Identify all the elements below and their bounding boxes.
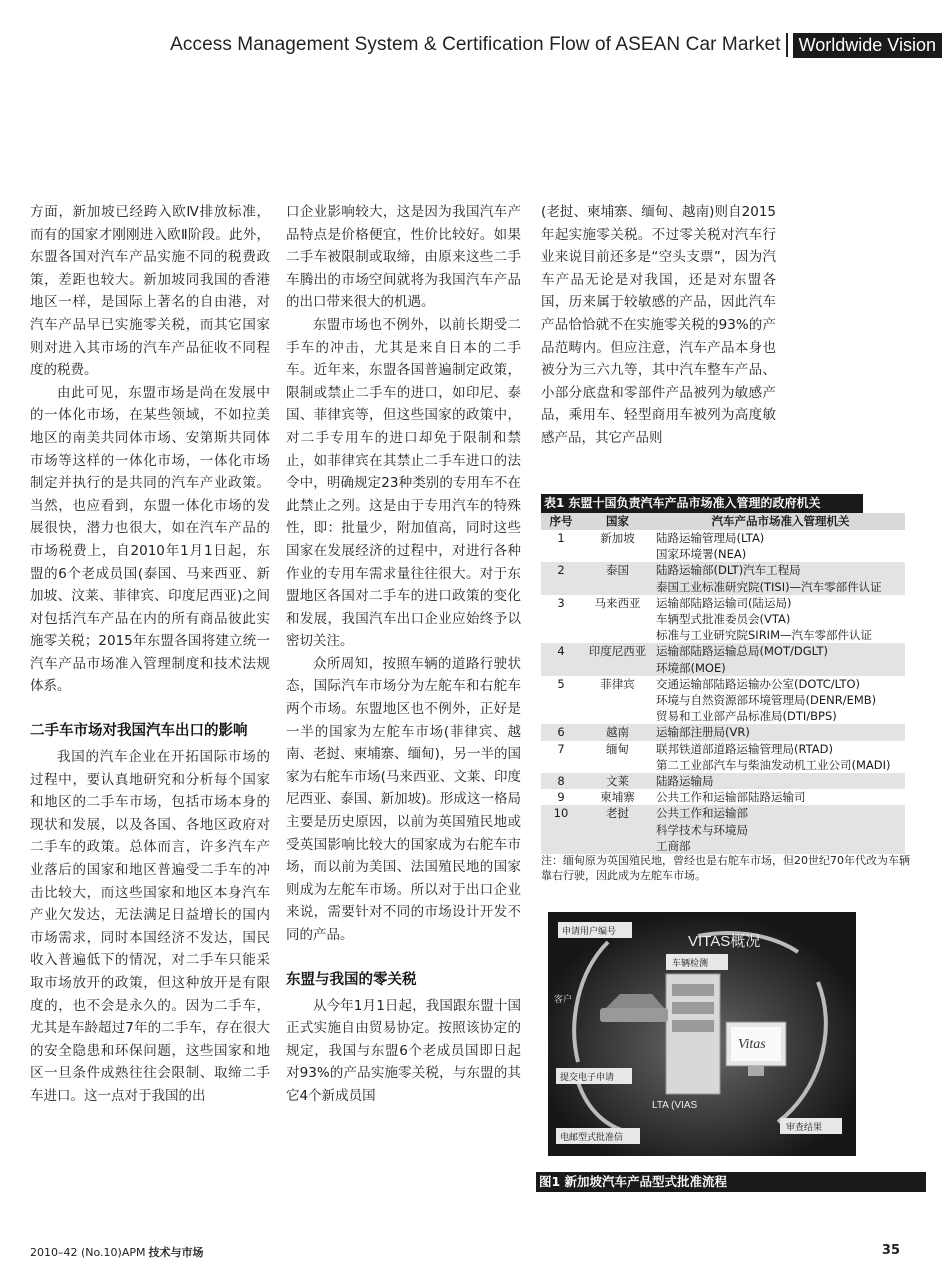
cell-no: 8	[557, 774, 565, 789]
agency-line: 运输部注册局(VR)	[656, 725, 750, 740]
cell-agency	[654, 562, 905, 594]
vitas-flow-figure	[548, 912, 856, 1156]
table-row	[541, 741, 905, 773]
label-email-approval: 电邮型式批准信	[560, 1133, 624, 1143]
table-row	[541, 805, 905, 854]
cell-agency	[654, 595, 905, 644]
table-row	[541, 595, 905, 644]
cell-no: 5	[557, 676, 565, 691]
label-approval-result: 审查结果	[786, 1123, 823, 1133]
agency-line: 环境部(MOE)	[656, 660, 726, 675]
cell-country: 印度尼西亚	[588, 644, 647, 659]
cell-agency	[654, 789, 905, 805]
figure-caption: 图1 新加坡汽车产品型式批准流程	[536, 1172, 926, 1192]
agency-line: 陆路运输管理局(LTA)	[656, 531, 765, 545]
section-tag: Worldwide Vision	[793, 33, 942, 58]
cell-country: 菲律宾	[600, 676, 635, 691]
header-no: 序号	[549, 514, 573, 528]
vitas-logo-text: Vitas	[738, 1037, 766, 1052]
agency-line: 环境与自然资源部环境管理局(DENR/EMB)	[656, 693, 877, 708]
agency-line: 贸易和工业部产品标准局(DTI/BPS)	[656, 709, 837, 724]
paragraph: 东盟市场也不例外，以前长期受二手车的冲击，尤其是来自日本的二手车。近年来，东盟各国普遍制定政策，限制或禁止二手车的进口，如印尼、泰国、菲律宾等，但这些国家的政策中，对二手专用车的进口却免于限制和禁止，如菲律宾在其禁止二手车进口的法令中，明确规定23种类别的专用车不在此禁止之列。这是由于专用汽车的特殊性，即：批量少，附加值高，同时这些国家在发展经济的过程中，对进行各种作业的专用车需求量往往很大。对于东盟地区各国对二手车的进口政策的变化和发展，我国汽车出口企业应始终予以密切关注。	[286, 316, 521, 650]
agency-line: 泰国工业标准研究院(TISI)—汽车零部件认证	[656, 579, 882, 594]
agency-line: 工商部	[656, 838, 691, 853]
paragraph: 方面，新加坡已经跨入欧Ⅳ排放标准，而有的国家才刚刚进入欧Ⅱ阶段。此外，东盟各国对汽车产品实施不同的税费政策，差距也较大。新加坡同我国的香港地区一样，是国际上著名的自由港，对汽车产品早已实施零关税，而其它国家则对进入其市场的汽车产品征收不同程度的税费。	[30, 204, 270, 379]
agency-line: 第二工业部汽车与柴油发动机工业公司(MADI)	[656, 757, 891, 772]
cell-agency	[654, 643, 905, 675]
footer-issue	[30, 1244, 203, 1260]
table-row	[541, 789, 905, 805]
table-row	[541, 773, 905, 789]
table-row	[541, 562, 905, 594]
cell-country: 泰国	[606, 563, 629, 578]
table-row	[541, 643, 905, 675]
paragraph: 众所周知，按照车辆的道路行驶状态，国际汽车市场分为左舵车和右舵车两个市场。东盟地区也不例外，正好是一半的国家为左舵车市场(菲律宾、越南、老挝、柬埔寨、缅甸)，另一半的国家为右舵车市场(马来西亚、文莱、印度尼西亚、泰国、新加坡)。形成这一格局主要是历史原因，以前为英国殖民地或受英国影响比较大的国家成为右舵车市场，而以前为美国、法国殖民地的国家则成为左舵车市场。所以对于出口企业来说，需要针对不同的市场设计开发不同的产品。	[286, 655, 521, 943]
cell-country: 马来西亚	[594, 595, 641, 610]
table-note: 注：缅甸原为英国殖民地，曾经也是右舵车市场，但20世纪70年代改为车辆靠右行驶，因此成为左舵车市场。	[541, 854, 910, 882]
label-vitas-overview: VITAS概况	[688, 933, 761, 950]
agency-line: 科学技术与环境局	[656, 822, 748, 837]
cell-agency	[654, 530, 905, 562]
cell-country: 越南	[606, 725, 629, 740]
text-column-3	[541, 201, 776, 450]
paragraph: 我国的汽车企业在开拓国际市场的过程中，要认真地研究和分析每个国家和地区的二手车市场，包括市场本身的现状和发展，以及各国、各地区政府对二手车的政策。总体而言，许多汽车产业落后的国家和地区普遍受二手车的冲击比较大，而这些国家和地区本身汽车产业欠发达，无法满足日益增长的国内市场需求，同时本国经济不发达，国民收入普遍低下的情况，对二手车只能采取市场放开的政策，但这种放开是有限度的，也不会是永久的。因为二手车，尤其是车龄超过7年的二手车，存在很大的安全隐患和环保问题，这些国家和地区一旦条件成熟往往会限制、取缔二手车进口。这一点对于我国的出	[30, 749, 270, 1104]
agency-line: 运输部陆路运输总局(MOT/DGLT)	[656, 644, 828, 659]
paragraph: 由此可见，东盟市场是尚在发展中的一体化市场，在某些领域，不如拉美地区的南美共同体市场、安第斯共同体市场等这样的一体化市场，一体化市场制定并执行的是共同的汽车产业政策。当然，也应看到，东盟一体化市场的发展很快，潜力也很大，如在汽车产品的市场税费上，自2010年1月1日起，东盟的6个老成员国(泰国、马来西亚、新加坡、汶莱、菲律宾、印度尼西亚)之间对包括汽车产品在内的所有商品彼此实施零关税；2015年东盟各国将建立统一汽车产品市场准入管理制度和技术法规体系。	[30, 384, 270, 695]
table-row	[541, 530, 905, 562]
vitas-flow-diagram	[548, 912, 856, 1156]
magazine-brand: 技术与市场	[148, 1246, 204, 1259]
agency-line: 联邦铁道部道路运输管理局(RTAD)	[656, 741, 833, 756]
table-caption: 表1 东盟十国负责汽车产品市场准入管理的政府机关	[541, 494, 863, 513]
header-title: Access Management System & Certification Flow of ASEAN Car Market	[170, 34, 781, 55]
cell-country: 柬埔寨	[600, 790, 635, 805]
cell-agency	[654, 741, 905, 773]
cell-country: 文莱	[606, 774, 629, 789]
cell-no: 3	[557, 595, 565, 610]
agency-line: 公共工作和运输部陆路运输司	[656, 790, 806, 805]
cell-agency	[654, 676, 905, 725]
agency-line: 公共工作和运输部	[656, 806, 748, 821]
paragraph: (老挝、柬埔寨、缅甸、越南)则自2015年起实施零关税。不过零关税对汽车行业来说目前还多是“空头支票”，因为汽车产品无论是对我国，还是对东盟各国，历来属于较敏感的产品，因此汽车产品恰恰就不在实施零关税的93%的产品范畴内。但应注意，汽车产品本身也被分为三六九等，其中汽车整车产品、小部分底盘和零部件产品被列为敏感产品，乘用车、轻型商用车被列为高度敏感产品，其它产品则	[541, 204, 776, 446]
header-country: 国家	[606, 514, 629, 528]
cell-no: 10	[553, 806, 569, 821]
text-column-1	[30, 201, 270, 1108]
cell-no: 9	[557, 790, 565, 805]
issue-number: 2010–42 (No.10)APM	[30, 1246, 146, 1259]
text-column-2	[286, 201, 521, 1108]
label-submit-electronic: 提交电子申请	[560, 1073, 615, 1083]
cell-country: 缅甸	[606, 741, 629, 756]
running-header	[170, 30, 942, 60]
label-vehicle-inspection: 车辆检测	[672, 959, 709, 969]
cell-no: 1	[557, 531, 565, 545]
cell-country: 老挝	[606, 806, 629, 821]
cell-agency	[654, 805, 905, 854]
label-tta-vias: LTA (VIAS	[652, 1100, 698, 1111]
cell-no: 7	[557, 741, 565, 756]
cell-no: 4	[557, 644, 565, 659]
table-body	[541, 530, 905, 854]
table-header-row	[541, 513, 905, 530]
agency-table	[541, 513, 905, 854]
agency-line: 交通运输部陆路运输办公室(DOTC/LTO)	[656, 676, 861, 691]
label-apply-user-no: 申请用户编号	[562, 927, 617, 937]
paragraph: 口企业影响较大，这是因为我国汽车产品特点是价格便宜，性价比较好。如果二手车被限制或取缔，由原来这些二手车腾出的市场空间就将为我国汽车产品的出口带来很大的机遇。	[286, 204, 521, 311]
agency-line: 陆路运输局	[656, 774, 714, 789]
cell-agency	[654, 724, 905, 740]
label-left-fragment: 客户	[554, 995, 573, 1005]
agency-line: 标准与工业研究院SIRIM—汽车零部件认证	[656, 628, 872, 643]
agency-line: 车辆型式批准委员会(VTA)	[656, 612, 791, 627]
paragraph: 从今年1月1日起，我国跟东盟十国正式实施自由贸易协定。按照该协定的规定，我国与东盟6个老成员国即日起对93%的产品实施零关税，与东盟的其它4个新成员国	[286, 997, 521, 1104]
section-heading: 二手车市场对我国汽车出口的影响	[30, 723, 248, 740]
agency-line: 国家环境署(NEA)	[656, 547, 747, 562]
cell-agency	[654, 773, 905, 789]
cell-no: 6	[557, 725, 565, 740]
header-agency: 汽车产品市场准入管理机关	[711, 514, 850, 528]
cell-country: 新加坡	[600, 531, 635, 545]
table-row	[541, 724, 905, 740]
agency-line: 运输部陆路运输司(陆运局)	[656, 595, 792, 610]
table-row	[541, 676, 905, 725]
agency-line: 陆路运输部(DLT)汽车工程局	[656, 563, 801, 578]
page-number: 35	[881, 1243, 900, 1258]
cell-no: 2	[557, 563, 565, 578]
header-separator	[786, 33, 788, 57]
section-heading: 东盟与我国的零关税	[286, 971, 417, 988]
